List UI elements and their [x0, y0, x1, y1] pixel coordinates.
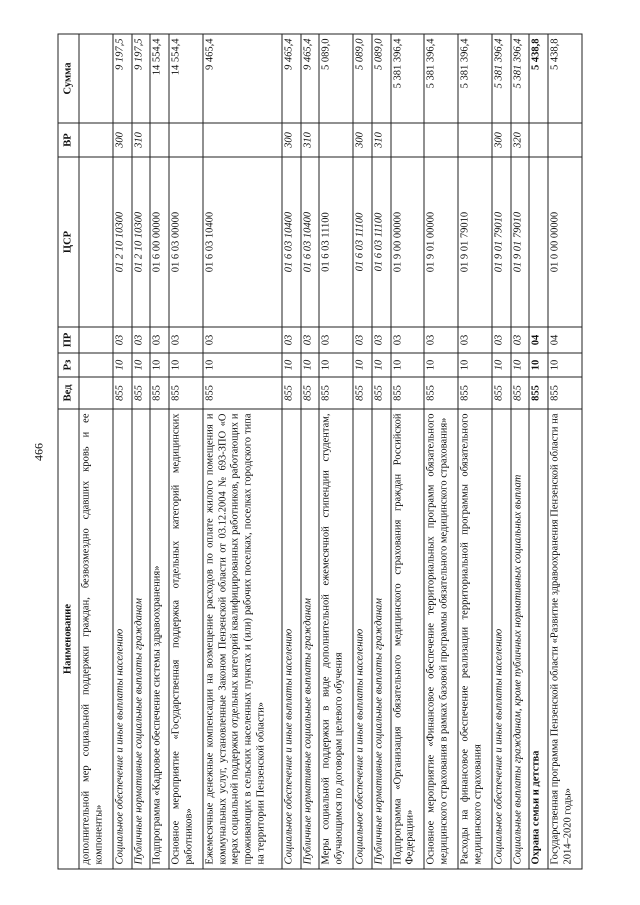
cell-sum: 5 381 396,4 [391, 34, 425, 123]
table-row [79, 34, 113, 869]
table-row [492, 34, 511, 869]
cell-vr [169, 123, 203, 157]
cell-rz: 10 [282, 353, 301, 377]
cell-pr: 03 [132, 327, 151, 353]
table-row [203, 34, 282, 869]
cell-csr: 01 6 03 10400 [301, 157, 320, 327]
cell-name: Социальное обеспечение и иные выплаты населению [113, 409, 132, 869]
cell-ved [79, 377, 113, 409]
table-row [169, 34, 203, 869]
cell-rz: 10 [548, 353, 582, 377]
table-row [391, 34, 425, 869]
cell-sum: 5 089,0 [353, 34, 372, 123]
cell-pr: 03 [319, 327, 353, 353]
cell-pr: 03 [511, 327, 530, 353]
cell-ved: 855 [113, 377, 132, 409]
cell-csr: 01 6 03 11100 [353, 157, 372, 327]
cell-sum: 5 381 396,4 [458, 34, 492, 123]
cell-ved: 855 [319, 377, 353, 409]
cell-pr: 03 [353, 327, 372, 353]
table-row [511, 34, 530, 869]
cell-pr: 04 [548, 327, 582, 353]
header-pr: ПР [58, 327, 79, 353]
cell-vr [548, 123, 582, 157]
cell-name: Основное мероприятие «Государственная поддержка отдельных категорий медицинских работников» [169, 409, 203, 869]
cell-ved: 855 [150, 377, 169, 409]
cell-rz: 10 [169, 353, 203, 377]
cell-ved: 855 [282, 377, 301, 409]
cell-vr: 310 [132, 123, 151, 157]
rotated-table-container [58, 35, 583, 870]
table-row [150, 34, 169, 869]
cell-name: Основное мероприятие «Финансовое обеспечение территориальных программ обязательного медицинского страхования в рамках базовой программы обязательного медицинского страхования» [424, 409, 458, 869]
cell-sum: 5 381 396,4 [511, 34, 530, 123]
cell-name: Социальные выплаты гражданам, кроме публичных нормативных социальных выплат [511, 409, 530, 869]
cell-vr [150, 123, 169, 157]
cell-ved: 855 [511, 377, 530, 409]
cell-csr: 01 6 00 00000 [150, 157, 169, 327]
header-vr: ВР [58, 123, 79, 157]
cell-sum [79, 34, 113, 123]
cell-name: Публичные нормативные социальные выплаты гражданам [372, 409, 391, 869]
cell-rz: 10 [458, 353, 492, 377]
cell-sum: 14 554,4 [169, 34, 203, 123]
cell-ved: 855 [548, 377, 582, 409]
cell-csr: 01 6 03 00000 [169, 157, 203, 327]
table-row [132, 34, 151, 869]
table-row [458, 34, 492, 869]
cell-csr: 01 9 01 79010 [511, 157, 530, 327]
cell-csr: 01 9 00 00000 [391, 157, 425, 327]
cell-csr: 01 9 01 00000 [424, 157, 458, 327]
cell-rz: 10 [301, 353, 320, 377]
cell-csr: 01 9 01 79010 [458, 157, 492, 327]
cell-vr: 320 [511, 123, 530, 157]
cell-pr: 03 [492, 327, 511, 353]
cell-sum: 5 381 396,4 [424, 34, 458, 123]
cell-name: Подпрограмма «Организация обязательного медицинского страхования граждан Российской Федерации» [391, 409, 425, 869]
cell-pr: 03 [282, 327, 301, 353]
header-name: Наименование [58, 409, 79, 869]
cell-name: Социальное обеспечение и иные выплаты населению [353, 409, 372, 869]
cell-name: Ежемесячные денежные компенсации на возмещение расходов по оплате жилого помещения и коммунальных услуг, установленные Законом Пензенской области от 03.12.2004 № 693-ЗПО «О мерах социальной поддержки отдельных категорий квалифицированных работников, работающих и проживающих в сельских населенных пунктах и (или) рабочих поселках, поселках городского типа на территории Пензенской области» [203, 409, 282, 869]
cell-name: Государственная программа Пензенской области «Развитие здравоохранения Пензенской области на 2014–2020 годы» [548, 409, 582, 869]
cell-vr [79, 123, 113, 157]
cell-pr: 04 [529, 327, 548, 353]
cell-ved: 855 [424, 377, 458, 409]
cell-sum: 9 465,4 [301, 34, 320, 123]
cell-rz: 10 [113, 353, 132, 377]
cell-pr [79, 327, 113, 353]
cell-ved: 855 [301, 377, 320, 409]
cell-ved: 855 [391, 377, 425, 409]
cell-csr: 01 0 00 00000 [548, 157, 582, 327]
cell-csr: 01 6 03 11100 [372, 157, 391, 327]
cell-vr [529, 123, 548, 157]
cell-sum: 5 438,8 [548, 34, 582, 123]
cell-sum: 9 197,5 [132, 34, 151, 123]
cell-ved: 855 [529, 377, 548, 409]
cell-csr: 01 9 01 79010 [492, 157, 511, 327]
table-body [79, 34, 582, 869]
header-csr: ЦСР [58, 157, 79, 327]
cell-vr [203, 123, 282, 157]
cell-csr: 01 2 10 10300 [132, 157, 151, 327]
cell-name: Публичные нормативные социальные выплаты гражданам [301, 409, 320, 869]
table-row [424, 34, 458, 869]
cell-pr: 03 [203, 327, 282, 353]
header-ved: Вед [58, 377, 79, 409]
cell-ved: 855 [372, 377, 391, 409]
cell-name: Меры социальной поддержки в виде дополнительной ежемесячной стипендии студентам, обучающимся по договорам целевого обучения [319, 409, 353, 869]
cell-rz: 10 [511, 353, 530, 377]
cell-name: Охрана семьи и детства [529, 409, 548, 869]
cell-name: Социальное обеспечение и иные выплаты населению [492, 409, 511, 869]
cell-rz: 10 [353, 353, 372, 377]
budget-table [58, 34, 583, 870]
cell-csr [529, 157, 548, 327]
cell-rz: 10 [372, 353, 391, 377]
cell-sum: 5 089,0 [372, 34, 391, 123]
cell-csr [79, 157, 113, 327]
header-rz: Рз [58, 353, 79, 377]
cell-ved: 855 [458, 377, 492, 409]
cell-name: Публичные нормативные социальные выплаты гражданам [132, 409, 151, 869]
cell-pr: 03 [458, 327, 492, 353]
cell-sum: 9 465,4 [203, 34, 282, 123]
cell-sum: 5 438,8 [529, 34, 548, 123]
cell-csr: 01 6 03 10400 [203, 157, 282, 327]
cell-vr [391, 123, 425, 157]
cell-rz: 10 [492, 353, 511, 377]
cell-vr: 310 [301, 123, 320, 157]
cell-name: Подпрограмма «Кадровое обеспечение системы здравоохранения» [150, 409, 169, 869]
table-header-row [58, 34, 79, 869]
cell-vr: 300 [282, 123, 301, 157]
cell-rz [79, 353, 113, 377]
cell-name: Социальное обеспечение и иные выплаты населению [282, 409, 301, 869]
cell-pr: 03 [424, 327, 458, 353]
cell-ved: 855 [132, 377, 151, 409]
cell-ved: 855 [353, 377, 372, 409]
table-row [113, 34, 132, 869]
cell-rz: 10 [319, 353, 353, 377]
cell-name: дополнительной мер социальной поддержки граждан, безвозмездно сдавших кровь и ее компоненты» [79, 409, 113, 869]
cell-vr [319, 123, 353, 157]
cell-pr: 03 [372, 327, 391, 353]
cell-name: Расходы на финансовое обеспечение реализации территориальной программы обязательного медицинского страхования [458, 409, 492, 869]
cell-vr: 300 [113, 123, 132, 157]
cell-pr: 03 [113, 327, 132, 353]
cell-csr: 01 6 03 11100 [319, 157, 353, 327]
cell-sum: 9 465,4 [282, 34, 301, 123]
cell-vr: 310 [372, 123, 391, 157]
cell-rz: 10 [132, 353, 151, 377]
table-row [372, 34, 391, 869]
cell-sum: 5 089,0 [319, 34, 353, 123]
cell-rz: 10 [424, 353, 458, 377]
cell-vr: 300 [353, 123, 372, 157]
cell-ved: 855 [203, 377, 282, 409]
cell-pr: 03 [301, 327, 320, 353]
cell-rz: 10 [391, 353, 425, 377]
table-row [319, 34, 353, 869]
table-row [529, 34, 548, 869]
cell-ved: 855 [169, 377, 203, 409]
table-row [301, 34, 320, 869]
header-sum: Сумма [58, 34, 79, 123]
cell-rz: 10 [150, 353, 169, 377]
cell-vr [458, 123, 492, 157]
cell-pr: 03 [391, 327, 425, 353]
cell-pr: 03 [150, 327, 169, 353]
cell-sum: 5 381 396,4 [492, 34, 511, 123]
table-row [282, 34, 301, 869]
cell-ved: 855 [492, 377, 511, 409]
cell-sum: 14 554,4 [150, 34, 169, 123]
cell-csr: 01 6 03 10400 [282, 157, 301, 327]
cell-vr: 300 [492, 123, 511, 157]
cell-vr [424, 123, 458, 157]
cell-pr: 03 [169, 327, 203, 353]
table-row [548, 34, 582, 869]
cell-rz: 10 [203, 353, 282, 377]
page-number: 466 [31, 443, 46, 461]
cell-sum: 9 197,5 [113, 34, 132, 123]
table-row [353, 34, 372, 869]
cell-rz: 10 [529, 353, 548, 377]
cell-csr: 01 2 10 10300 [113, 157, 132, 327]
